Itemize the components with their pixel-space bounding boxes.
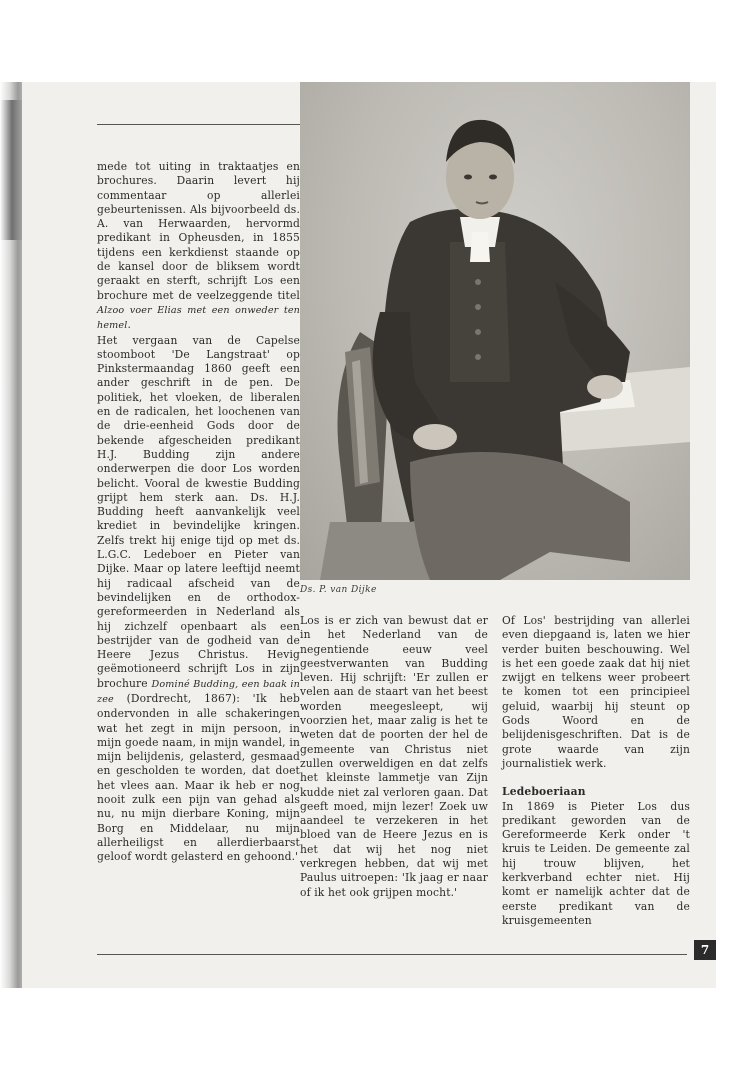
paragraph: Los is er zich van bewust dat er in het Nederland van de negentiende eeuw veel geestverwanten van Budding leven. Hij schrijft: 'Er zullen er velen aan de staart van het beest worden meegesleept, wij voorzien het, maar zalig is het te weten dat de poorten der hel de gemeente van Christus niet zullen overweldigen en dat zelfs het kleinste lammetje van Zijn kudde niet zal verloren gaan. Dat geeft moed, mijn lezer! Zoek uw aandeel te verzekeren in het bloed van de Heere Jezus en is het dat wij het nog niet verkregen hebben, dat wij met Paulus uitroepen: 'Ik jaag er naar of ik het ook grijpen mocht.' [300, 614, 488, 899]
paragraph [97, 334, 300, 865]
bottom-rule [97, 954, 687, 955]
page-number: 7 [694, 940, 716, 960]
top-rule [97, 124, 301, 125]
paragraph-text: mede tot uiting in traktaatjes en brochures. Daarin levert hij commentaar op allerlei gebeurtenissen. Als bijvoorbeeld ds. A. van Herwaarden, hervormd predikant in Opheusden, in 1855 tijdens een kerkdienst staande op de kansel door de bliksem wordt geraakt en sterft, schrijft Los een brochure met de veelzeggende titel [97, 160, 300, 302]
portrait-illustration [300, 82, 690, 580]
brochure-title: Alzoo voer Elias met een onweder ten hemel [97, 304, 300, 332]
brochure-title: Dominé Budding, een baak in zee [97, 678, 300, 705]
paragraph-text: Het vergaan van de Capelse stoomboot 'De Langstraat' op Pinkstermaandag 1860 geeft een ander geschrift in de pen. De politiek, het vloeken, de liberalen en de radicalen, het loochenen van de drie-eenheid Gods door de bekende afgescheiden predikant H.J. Budding zijn andere onderwerpen die door Los worden belicht. Vooral de kwestie Budding grijpt hem sterk aan. Ds. H.J. Budding heeft aanvankelijk veel krediet in bevindelijke kringen. Zelfs trekt hij enige tijd op met ds. L.G.C. Ledeboer en Pieter van Dijke. Maar op latere leeftijd neemt hij radicaal afscheid van de bevindelijken en de orthodox-gereformeerden in Nederland als hij zichzelf openbaart als een bestrijder van de godheid van de Heere Jezus Christus. Hevig geëmotioneerd schrijft Los in zijn brochure [97, 333, 300, 690]
text-column-3 [502, 614, 690, 928]
paragraph: Of Los' bestrijding van allerlei even diepgaand is, laten we hier verder buiten beschouwing. Wel is het een goede zaak dat hij niet zwijgt en telkens weer probeert te komen tot een principieel geluid, waarbij hij steunt op Gods Woord en de belijdenisgeschriften. Dat is de grote waarde van zijn journalistiek werk. [502, 614, 690, 770]
text-column-1 [97, 160, 300, 865]
portrait-photo [300, 82, 690, 580]
photo-caption: Ds. P. van Dijke [300, 585, 377, 595]
paragraph-text: (Dordrecht, 1867): 'Ik heb ondervonden in alle schakeringen wat het zegt in mijn persoon, in mijn goede naam, in mijn wandel, in mijn belijdenis, gelasterd, gesmaad en gescholden te worden, dat doet het vlees aan. Maar ik heb er nog nooit zulk een pijn van gehad als nu, nu mijn dierbare Koning, mijn Borg en Middelaar, nu mijn allerheiligst en allerdierbaarst geloof wordt gelasterd en gehoond.' [97, 691, 300, 864]
text-column-2 [300, 614, 488, 900]
paragraph-text: . [127, 318, 132, 332]
paragraph [97, 160, 300, 334]
paragraph: In 1869 is Pieter Los dus predikant geworden van de Gereformeerde Kerk onder 't kruis te Leiden. De gemeente zal hij trouw blijven, het kerkverband echter niet. Hij komt er namelijk achter dat de eerste predikant van de kruisgemeenten [502, 799, 690, 927]
section-heading: Ledeboeriaan [502, 785, 586, 799]
